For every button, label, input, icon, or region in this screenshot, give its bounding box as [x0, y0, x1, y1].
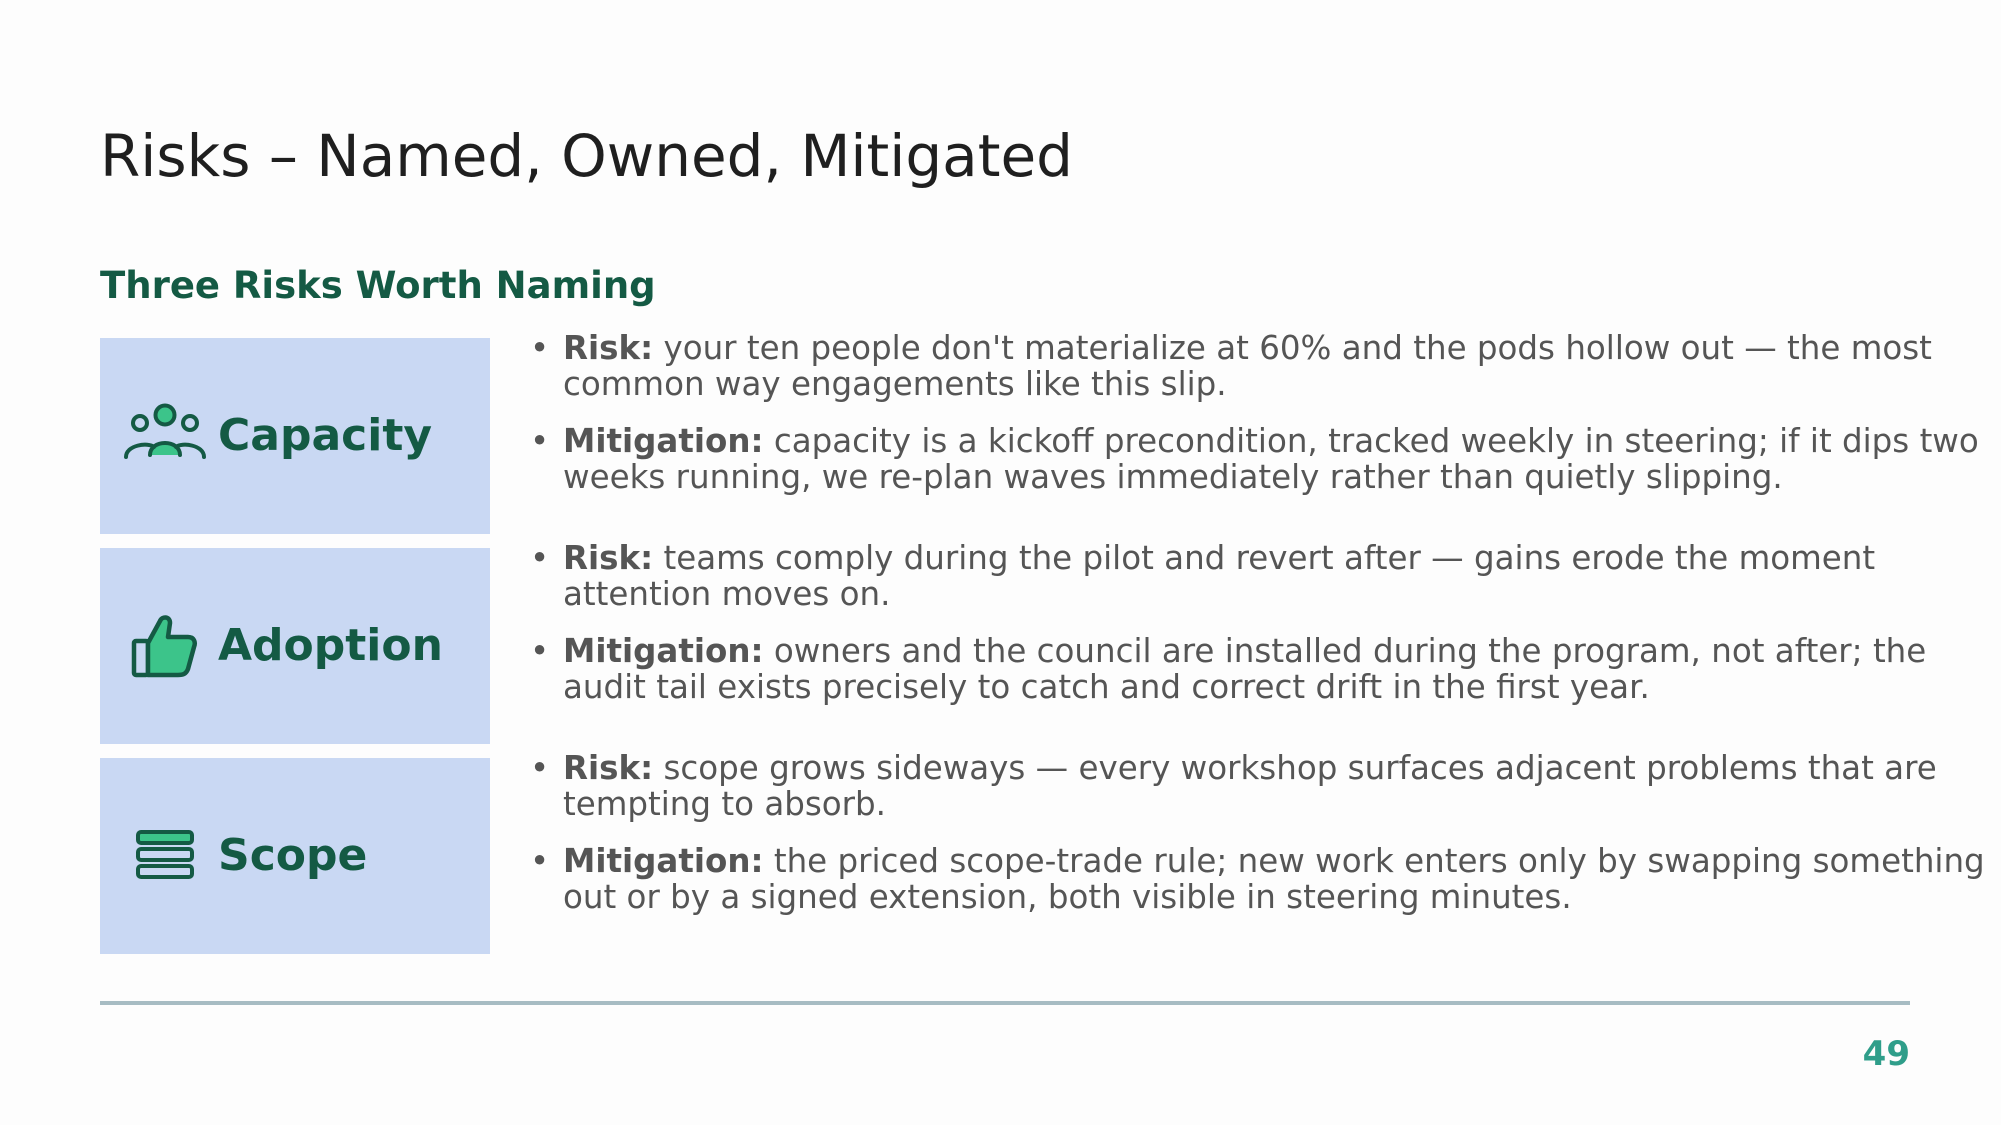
risk-row-scope — [100, 749, 1985, 954]
mitigation-text: owners and the council are installed during the program, not after; the audit tail exists precisely to catch and correct drift in the first year. — [563, 632, 1927, 706]
risk-bullet — [530, 750, 2001, 822]
risk-text: teams comply during the pilot and revert after — gains erode the moment attention moves on. — [563, 539, 1876, 613]
risk-row-adoption — [100, 539, 1927, 744]
risk-details-scope — [530, 750, 2001, 936]
stacked-layers-icon — [124, 815, 206, 897]
mitigation-text: capacity is a kickoff precondition, tracked weekly in steering; if it dips two weeks running, we re-plan waves immediately rather than quietly slipping. — [563, 422, 1979, 496]
risk-text: scope grows sideways — every workshop surfaces adjacent problems that are tempting to absorb. — [563, 749, 1937, 823]
risk-lead: Risk: — [563, 749, 654, 787]
section-heading: Three Risks Worth Naming — [100, 264, 656, 307]
risk-lead: Risk: — [563, 539, 654, 577]
mitigation-lead: Mitigation: — [563, 422, 764, 460]
risk-bullet — [530, 540, 2001, 612]
risk-bullet — [530, 330, 2001, 402]
risk-row-capacity — [100, 329, 1979, 534]
mitigation-lead: Mitigation: — [563, 842, 764, 880]
risk-lead: Risk: — [563, 329, 654, 367]
mitigation-bullet — [530, 633, 2001, 705]
page-number: 49 — [1862, 1034, 1910, 1074]
risk-details-capacity — [530, 330, 2001, 516]
risk-details-adoption — [530, 540, 2001, 726]
slide-title: Risks – Named, Owned, Mitigated — [100, 122, 1073, 190]
risk-card-scope — [100, 758, 490, 954]
mitigation-bullet — [530, 843, 2001, 915]
risk-label: Adoption — [218, 620, 443, 671]
risk-label: Scope — [218, 830, 368, 881]
thumbs-up-icon — [124, 605, 206, 687]
mitigation-lead: Mitigation: — [563, 632, 764, 670]
risk-card-adoption — [100, 548, 490, 744]
people-group-icon — [124, 395, 206, 477]
risk-label: Capacity — [218, 410, 433, 461]
risk-text: your ten people don't materialize at 60% and the pods hollow out — the most common way engagements like this slip. — [563, 329, 1932, 403]
mitigation-text: the priced scope-trade rule; new work enters only by swapping something out or by a signed extension, both visible in steering minutes. — [563, 842, 1985, 916]
mitigation-bullet — [530, 423, 2001, 495]
footer-divider — [100, 1001, 1910, 1005]
risk-card-capacity — [100, 338, 490, 534]
